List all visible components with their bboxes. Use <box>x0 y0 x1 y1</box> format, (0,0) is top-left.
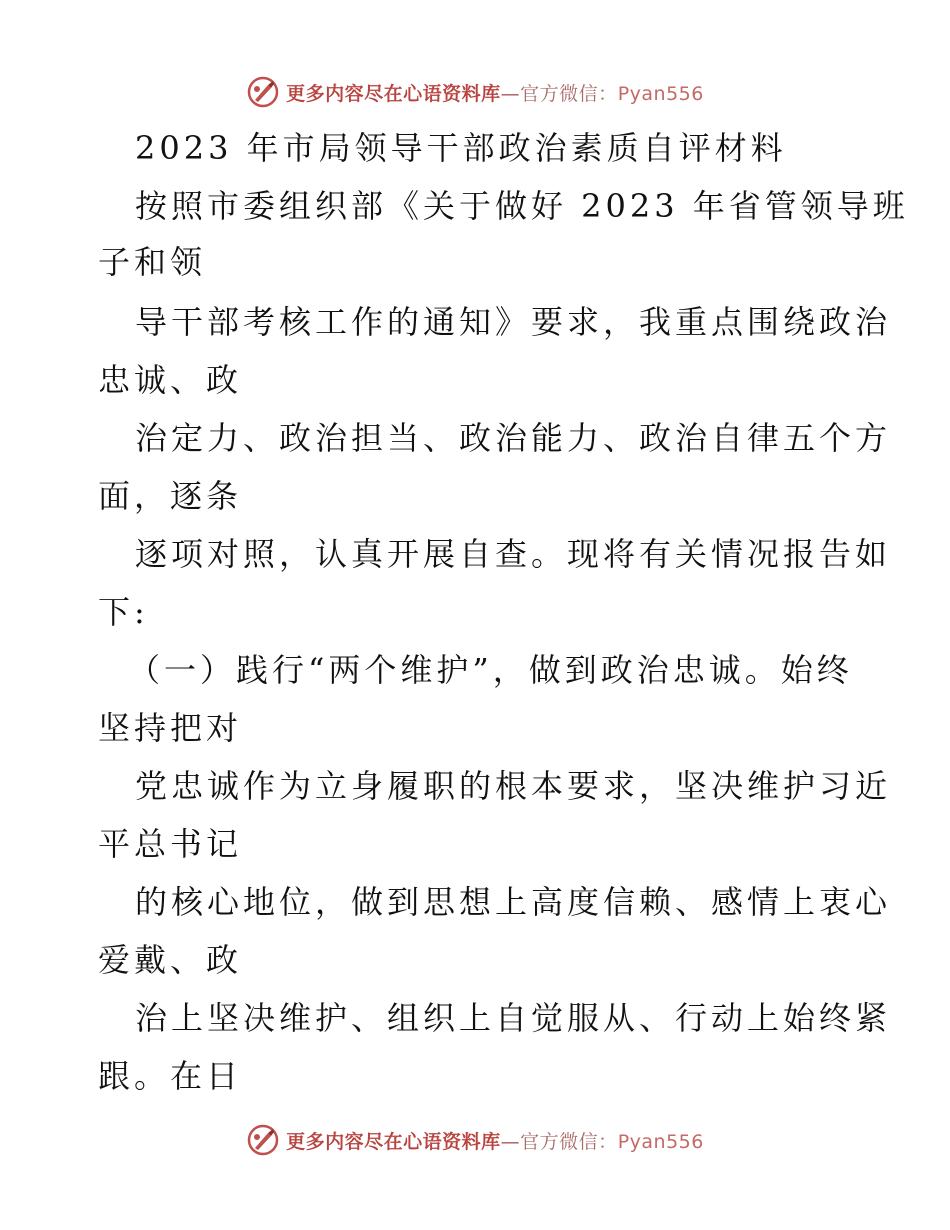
banner-wechat-label: 官方微信： <box>520 1130 618 1153</box>
banner-text <box>286 1127 704 1154</box>
banner-separator: — <box>500 82 521 105</box>
banner-wechat-label: 官方微信： <box>520 82 618 105</box>
footer-watermark-banner <box>0 1120 950 1160</box>
paragraph-line: 忠诚、政 <box>98 361 243 399</box>
paragraph-line: 逐项对照，认真开展自查。现将有关情况报告如 <box>135 535 892 573</box>
banner-brand: 更多内容尽在心语资料库 <box>286 1130 501 1153</box>
document-title: 2023 年市局领导干部政治素质自评材料 <box>135 129 787 167</box>
banner-wechat-id: Pyan556 <box>617 1130 704 1153</box>
header-watermark-banner <box>0 72 950 112</box>
paragraph-line: 按照市委组织部《关于做好 2023 年省管领导班 <box>135 187 909 225</box>
paragraph-line: 党忠诚作为立身履职的根本要求，坚决维护习近 <box>135 767 892 805</box>
section-heading-line: （一）践行“两个维护”，做到政治忠诚。始终 <box>128 651 853 689</box>
quill-logo-icon <box>246 1123 280 1157</box>
paragraph-line: 面，逐条 <box>98 477 243 515</box>
paragraph-line: 导干部考核工作的通知》要求，我重点围绕政治 <box>135 303 892 341</box>
paragraph-line: 的核心地位，做到思想上高度信赖、感情上衷心 <box>135 883 892 921</box>
banner-text <box>286 79 704 106</box>
banner-wechat-id: Pyan556 <box>617 82 704 105</box>
paragraph-line: 跟。在日 <box>98 1057 243 1095</box>
paragraph-line: 坚持把对 <box>98 709 243 747</box>
paragraph-line: 子和领 <box>98 243 207 281</box>
paragraph-line: 治上坚决维护、组织上自觉服从、行动上始终紧 <box>135 999 892 1037</box>
paragraph-line: 治定力、政治担当、政治能力、政治自律五个方 <box>135 419 892 457</box>
banner-separator: — <box>500 1130 521 1153</box>
paragraph-line: 平总书记 <box>98 825 243 863</box>
paragraph-line: 爱戴、政 <box>98 941 243 979</box>
quill-logo-icon <box>246 75 280 109</box>
paragraph-line: 下: <box>98 593 149 631</box>
banner-brand: 更多内容尽在心语资料库 <box>286 82 501 105</box>
